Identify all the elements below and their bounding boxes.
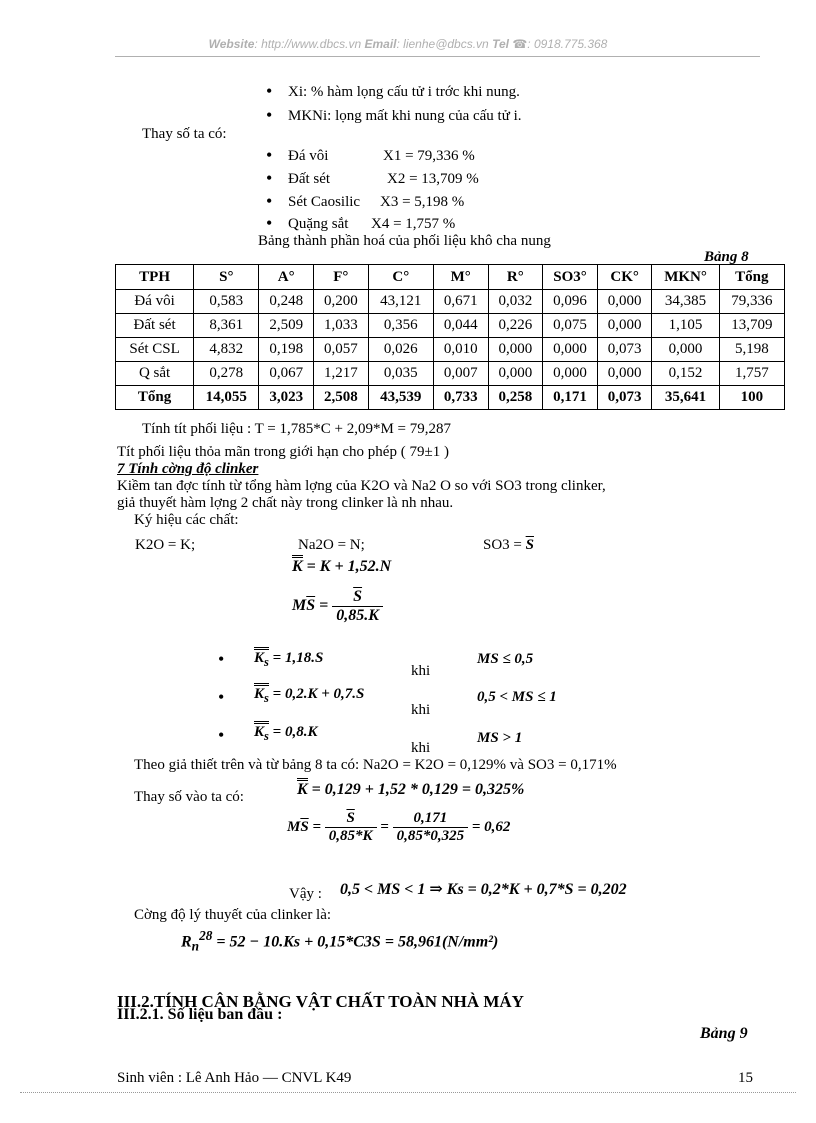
cell: 0,671: [433, 290, 488, 314]
col-header: MKN°: [652, 265, 719, 290]
cell: 1,217: [314, 362, 369, 386]
cell: 2,508: [314, 386, 369, 410]
cell: 1,033: [314, 314, 369, 338]
case-khi: khi: [411, 702, 431, 718]
cell: 1,757: [719, 362, 784, 386]
k-equation: K = K + 1,52.N: [292, 558, 391, 576]
table-label: Bảng 8: [704, 249, 749, 265]
case-khi: khi: [411, 663, 431, 679]
material-item: • Sét Caosilic: [288, 194, 360, 211]
case-formula: $K_s = 0,8.K$: [254, 724, 317, 744]
table-9-label: Bảng 9: [700, 1025, 748, 1042]
cell: 0,733: [433, 386, 488, 410]
cell: 79,336: [719, 290, 784, 314]
cell: 0,032: [488, 290, 543, 314]
case-formula: $K_s = 1,18.S$: [254, 650, 323, 670]
material-item: • Đá vôi: [288, 148, 328, 165]
cell: 2,509: [259, 314, 314, 338]
cell: 0,035: [368, 362, 433, 386]
material-value: X4 = 1,757 %: [371, 216, 456, 232]
case-condition: MS ≤ 0,5: [477, 651, 534, 667]
case-condition: MS > 1: [477, 730, 523, 746]
table-row: [116, 314, 785, 338]
material-value: X2 = 13,709 %: [387, 171, 479, 187]
cell: 0,226: [488, 314, 543, 338]
footer-rule: [20, 1092, 796, 1093]
paragraph: Kiềm tan đợc tính từ tổng hàm lợng của K2O và Na2 O so với SO3 trong clinker,: [117, 478, 606, 494]
cell: 0,583: [194, 290, 259, 314]
col-header: C°: [368, 265, 433, 290]
cell: Tổng: [116, 386, 194, 410]
symbol-s: $SO3 = \overline{S}$: [483, 537, 534, 553]
cell: 5,198: [719, 338, 784, 362]
cell: 0,000: [597, 314, 652, 338]
symbol-k: K2O = K;: [135, 537, 196, 553]
section-7-title: 7 Tính cờng độ clinker: [117, 461, 259, 477]
def-item: • MKNi: lọng mất khi nung của cấu tử i.: [288, 108, 522, 125]
page-header: Website: http://www.dbcs.vn Email: lienhe@dbcs.vn Tel ☎: 0918.775.368: [208, 37, 608, 51]
cell: 0,356: [368, 314, 433, 338]
cell: 43,539: [368, 386, 433, 410]
cell: Q sắt: [116, 362, 194, 386]
table-row: [116, 290, 785, 314]
material-value: X1 = 79,336 %: [383, 148, 475, 164]
strength-equation: $R_n^{28} = 52 - 10.Ks + 0,15*C3S = 58,961(N/mm^2)$: [181, 928, 499, 954]
cell: 100: [719, 386, 784, 410]
cell: 0,000: [488, 362, 543, 386]
col-header: Tổng: [719, 265, 784, 290]
cell: 0,073: [597, 338, 652, 362]
col-header: A°: [259, 265, 314, 290]
col-header: F°: [314, 265, 369, 290]
cell: 0,000: [597, 362, 652, 386]
col-header: CK°: [597, 265, 652, 290]
conclusion-label: Vậy :: [289, 886, 322, 902]
paragraph: giả thuyết hàm lợng 2 chất này trong clinker là nh nhau.: [117, 495, 454, 511]
cell: 0,000: [488, 338, 543, 362]
cell: 1,105: [652, 314, 719, 338]
titer-line: Tính tít phối liệu : T = 1,785*C + 2,09*M = 79,287: [142, 421, 452, 437]
cell: 13,709: [719, 314, 784, 338]
cell: Đất sét: [116, 314, 194, 338]
col-header: TPH: [116, 265, 194, 290]
conclusion-equation: 0,5 < MS < 1 ⇒ Ks = 0,2*K + 0,7*S = 0,202: [340, 881, 627, 898]
strength-intro: Cờng độ lý thuyết của clinker là:: [134, 907, 332, 923]
cell: 0,096: [543, 290, 598, 314]
cell: 0,007: [433, 362, 488, 386]
table-row: [116, 338, 785, 362]
table-row: [116, 362, 785, 386]
col-header: M°: [433, 265, 488, 290]
substitute-equation: K = 0,129 + 1,52 * 0,129 = 0,325%: [297, 781, 524, 799]
symbols-intro: Ký hiệu các chất:: [134, 512, 239, 528]
composition-table: [115, 264, 785, 410]
cell: 0,200: [314, 290, 369, 314]
section-title: III.2.TÍNH CÂN BẰNG VẬT CHẤT TOÀN NHÀ MÁY: [117, 992, 524, 1011]
table-total-row: [116, 386, 785, 410]
case-formula: $K_s = 0,2.K + 0,7.S$: [254, 686, 364, 706]
page-number: 15: [738, 1070, 753, 1086]
ms-calculation: $M\overline{S}$ = $\frac{\overline{S}}{0,85*K}$ = $\frac{0,171}{0,85*0,325}$ = 0,62: [287, 810, 511, 844]
cell: 14,055: [194, 386, 259, 410]
cell: 8,361: [194, 314, 259, 338]
symbol-n: Na2O = N;: [298, 537, 365, 553]
col-header: S°: [194, 265, 259, 290]
cell: 0,000: [597, 290, 652, 314]
cell: 0,057: [314, 338, 369, 362]
cell: 0,026: [368, 338, 433, 362]
material-value: X3 = 5,198 %: [380, 194, 465, 210]
cell: 0,067: [259, 362, 314, 386]
cell: 0,000: [652, 338, 719, 362]
cell: 0,075: [543, 314, 598, 338]
cell: 3,023: [259, 386, 314, 410]
table-header-row: [116, 265, 785, 290]
ms-equation: $M\overline{S}$ = $\frac{\overline{S}}{0,85.K}$: [292, 588, 383, 625]
titer-ok: Tít phối liệu thỏa mãn trong giới hạn cho phép ( 79±1 ): [117, 444, 449, 460]
assumption: Theo giả thiết trên và từ bảng 8 ta có: Na2O = K2O = 0,129% và SO3 = 0,171%: [134, 757, 617, 773]
cell: 0,152: [652, 362, 719, 386]
material-item: • Đất sét: [288, 171, 330, 188]
table-caption: Bảng thành phần hoá của phối liệu khô cha nung: [258, 233, 551, 249]
substitute-label: Thay số vào ta có:: [134, 789, 244, 805]
substitute-intro: Thay số ta có:: [142, 126, 227, 142]
cell: 0,278: [194, 362, 259, 386]
cell: 0,171: [543, 386, 598, 410]
cell: 35,641: [652, 386, 719, 410]
cell: 0,198: [259, 338, 314, 362]
cell: Sét CSL: [116, 338, 194, 362]
col-header: R°: [488, 265, 543, 290]
cell: 0,258: [488, 386, 543, 410]
cell: 0,010: [433, 338, 488, 362]
case-khi: khi: [411, 740, 431, 756]
footer-student: Sinh viên : Lê Anh Hảo — CNVL K49: [117, 1070, 352, 1086]
col-header: SO3°: [543, 265, 598, 290]
cell: Đá vôi: [116, 290, 194, 314]
cell: 0,044: [433, 314, 488, 338]
cell: 0,073: [597, 386, 652, 410]
cell: 34,385: [652, 290, 719, 314]
def-item: • Xi: % hàm lọng cấu tử i trớc khi nung.: [288, 84, 520, 101]
phone-icon: ☎: [512, 37, 528, 51]
header-rule: [115, 56, 760, 57]
cell: 43,121: [368, 290, 433, 314]
material-item: • Quặng sắt: [288, 216, 348, 233]
cell: 4,832: [194, 338, 259, 362]
cell: 0,248: [259, 290, 314, 314]
cell: 0,000: [543, 362, 598, 386]
subsection-title: III.2.1. Số liệu ban đầu :: [117, 1006, 283, 1023]
case-condition: 0,5 < MS ≤ 1: [477, 689, 557, 705]
cell: 0,000: [543, 338, 598, 362]
